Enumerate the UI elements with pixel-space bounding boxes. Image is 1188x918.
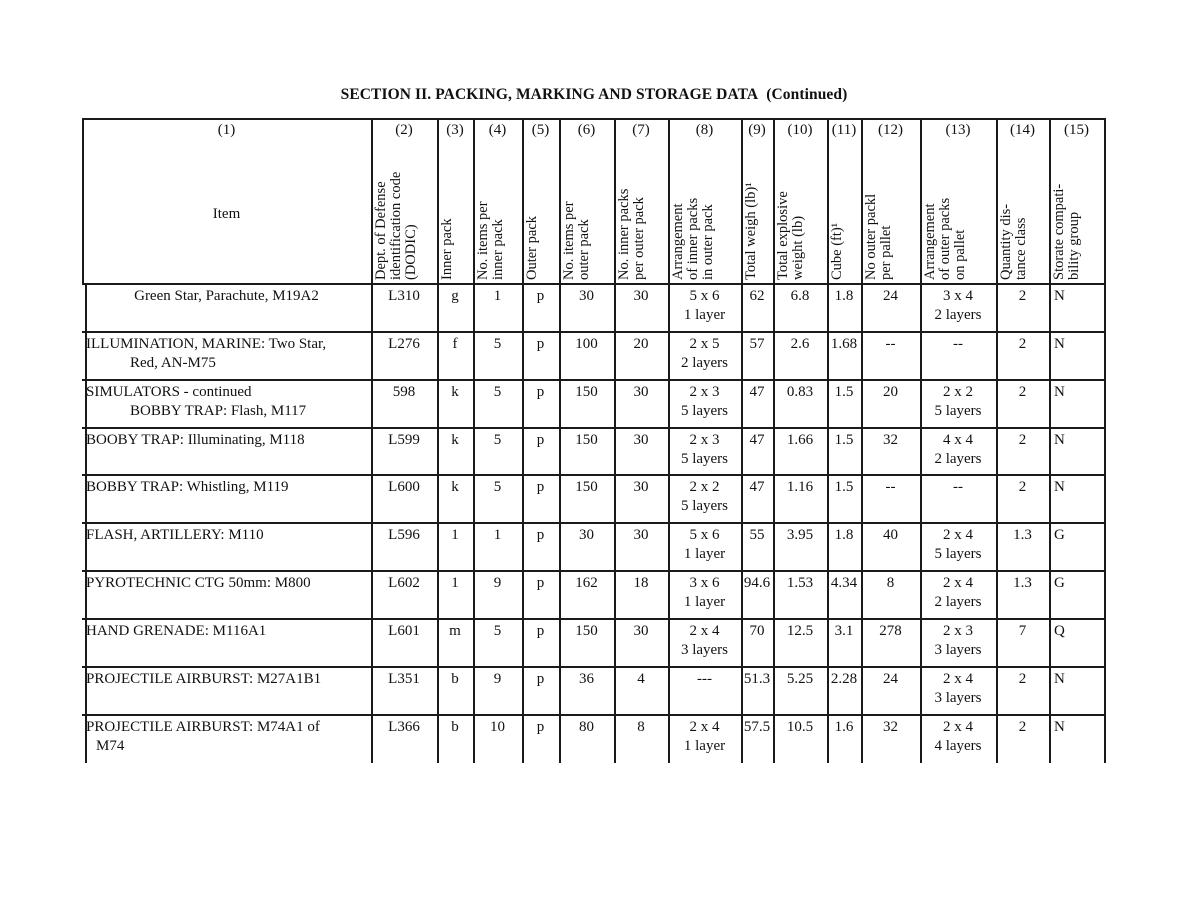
cell-items-inner: 5 — [493, 384, 502, 400]
column-number: (4) — [488, 122, 507, 138]
cell-dodic: 598 — [392, 384, 416, 400]
cell-compat-group: N — [1054, 719, 1065, 735]
cell-compat-group: N — [1054, 671, 1065, 687]
cell-arr-inner: 5 x 6 — [689, 527, 720, 543]
column-header-label: (DODIC) — [403, 224, 419, 280]
cell-items-outer: 150 — [575, 432, 598, 448]
item-name: FLASH, ARTILLERY: M110 — [86, 527, 264, 543]
cell-outer-pack: p — [536, 623, 545, 639]
cell-arr-inner: 1 layer — [683, 546, 726, 562]
cell-inner-pack: b — [451, 671, 459, 687]
cell-arr-inner: 5 layers — [680, 451, 729, 467]
cell-explosive-weight: 1.53 — [786, 575, 814, 591]
item-name: ILLUMINATION, MARINE: Two Star, — [86, 336, 327, 352]
column-header-label: Total weigh (lb)¹ — [743, 182, 759, 280]
item-name: BOBBY TRAP: Whistling, M119 — [86, 479, 289, 495]
item-name-continued: M74 — [96, 738, 125, 754]
cell-explosive-weight: 5.25 — [786, 671, 814, 687]
cell-inner-per-outer: 20 — [633, 336, 649, 352]
cell-items-outer: 150 — [575, 479, 598, 495]
cell-total-weight: 57.5 — [743, 719, 771, 735]
cell-qd-class: 2 — [1018, 719, 1027, 735]
cell-qd-class: 7 — [1018, 623, 1027, 639]
column-number: (7) — [632, 122, 650, 138]
cell-explosive-weight: 0.83 — [786, 384, 814, 400]
cell-explosive-weight: 6.8 — [790, 288, 810, 304]
cell-compat-group: N — [1054, 336, 1065, 352]
cell-arr-inner: 2 x 3 — [689, 384, 720, 400]
cell-dodic: L601 — [388, 623, 420, 639]
cell-compat-group: N — [1054, 384, 1065, 400]
column-number: (13) — [945, 122, 971, 138]
cell-arr-inner: 2 x 2 — [689, 479, 720, 495]
column-header-label: identification code — [388, 171, 404, 280]
cell-explosive-weight: 3.95 — [786, 527, 814, 543]
cell-inner-pack: m — [449, 623, 461, 639]
cell-items-inner: 5 — [493, 479, 502, 495]
column-header-label: No. inner packs — [616, 188, 632, 280]
column-header-item: Item — [212, 206, 241, 222]
cell-cube: 1.5 — [834, 384, 854, 400]
column-header-label: in outer pack — [700, 204, 716, 280]
cell-items-outer: 150 — [575, 384, 598, 400]
cell-qd-class: 2 — [1018, 336, 1027, 352]
cell-explosive-weight: 1.16 — [786, 479, 814, 495]
cell-compat-group: G — [1054, 575, 1065, 591]
cell-outer-per-pallet: 278 — [879, 623, 902, 639]
column-header-label: No. items per — [475, 201, 491, 280]
cell-inner-pack: 1 — [451, 575, 459, 591]
cell-arr-inner: 3 x 6 — [689, 575, 720, 591]
cell-total-weight: 51.3 — [743, 671, 771, 687]
cell-qd-class: 2 — [1018, 671, 1027, 687]
column-header-label: per pallet — [878, 225, 894, 280]
cell-dodic: L310 — [388, 288, 420, 304]
cell-arr-inner: 1 layer — [683, 594, 726, 610]
cell-items-outer: 100 — [575, 336, 598, 352]
cell-items-inner: 10 — [490, 719, 505, 735]
header-bottom-border — [82, 283, 1106, 285]
item-name: Green Star, Parachute, M19A2 — [134, 288, 319, 304]
cell-cube: 1.6 — [834, 719, 854, 735]
cell-items-outer: 30 — [579, 527, 594, 543]
cell-items-inner: 9 — [493, 575, 502, 591]
cell-cube: 1.8 — [834, 288, 854, 304]
cell-dodic: L599 — [388, 432, 420, 448]
column-header-label: tance class — [1013, 217, 1029, 280]
cell-arr-inner: 5 layers — [680, 498, 729, 514]
cell-outer-per-pallet: 8 — [886, 575, 895, 591]
cell-arr-outer: 2 layers — [934, 594, 982, 610]
cell-outer-per-pallet: 20 — [883, 384, 898, 400]
cell-inner-per-outer: 8 — [637, 719, 645, 735]
table-left-border — [82, 118, 84, 285]
item-name: PYROTECHNIC CTG 50mm: M800 — [86, 575, 311, 591]
cell-inner-per-outer: 30 — [633, 623, 649, 639]
cell-explosive-weight: 1.66 — [786, 432, 814, 448]
cell-arr-outer: 2 layers — [934, 307, 982, 323]
column-number: (10) — [787, 122, 813, 138]
cell-cube: 1.68 — [830, 336, 858, 352]
column-number: (1) — [217, 122, 236, 138]
cell-arr-outer: 4 x 4 — [943, 432, 973, 448]
cell-inner-pack: k — [451, 432, 459, 448]
cell-dodic: L602 — [388, 575, 420, 591]
row-divider — [82, 379, 1106, 381]
cell-total-weight: 47 — [749, 479, 765, 495]
cell-outer-pack: p — [536, 479, 545, 495]
cell-inner-per-outer: 18 — [633, 575, 649, 591]
column-header-label: Storate compati- — [1051, 183, 1067, 280]
cell-qd-class: 2 — [1018, 288, 1027, 304]
column-header-label: Arrangement — [922, 203, 938, 280]
cell-outer-per-pallet: -- — [885, 479, 896, 495]
cell-arr-outer: -- — [953, 479, 963, 495]
column-header-label: No outer packl — [863, 193, 879, 280]
cell-arr-outer: 5 layers — [934, 403, 982, 419]
cell-arr-inner: 2 x 5 — [689, 336, 720, 352]
item-column-left-edge — [85, 283, 87, 763]
cell-total-weight: 70 — [749, 623, 765, 639]
column-number: (14) — [1010, 122, 1035, 138]
cell-items-outer: 36 — [579, 671, 594, 687]
column-header-label: per outer pack — [631, 197, 647, 280]
column-header-label: Cube (ft)¹ — [829, 222, 845, 280]
cell-arr-inner: 2 x 4 — [689, 719, 720, 735]
cell-inner-pack: k — [451, 479, 459, 495]
cell-arr-inner: 2 x 3 — [689, 432, 720, 448]
cell-inner-pack: f — [452, 336, 458, 352]
cell-outer-pack: p — [536, 575, 545, 591]
cell-items-outer: 30 — [579, 288, 594, 304]
cell-outer-per-pallet: -- — [885, 336, 896, 352]
cell-total-weight: 62 — [749, 288, 765, 304]
cell-total-weight: 57 — [749, 336, 765, 352]
column-number: (9) — [748, 122, 766, 138]
item-name: PROJECTILE AIRBURST: M74A1 of — [86, 719, 320, 735]
cell-arr-outer: 2 x 2 — [943, 384, 973, 400]
row-divider — [82, 666, 1106, 668]
column-header-label: No. items per — [561, 201, 577, 280]
cell-outer-pack: p — [536, 719, 545, 735]
cell-outer-per-pallet: 24 — [883, 288, 898, 304]
column-header-label: Quantity dis- — [998, 203, 1014, 280]
cell-outer-per-pallet: 40 — [883, 527, 898, 543]
column-header-label: Arrangement — [670, 203, 686, 280]
cell-outer-pack: p — [536, 384, 545, 400]
column-number: (3) — [446, 122, 464, 138]
column-header-label: Outer pack — [524, 215, 540, 280]
column-number: (5) — [531, 122, 550, 138]
cell-arr-outer: 2 x 4 — [943, 719, 973, 735]
cell-inner-per-outer: 30 — [633, 479, 649, 495]
column-header-label: Inner pack — [439, 218, 455, 280]
cell-compat-group: Q — [1054, 623, 1065, 639]
column-header-label: on pallet — [952, 229, 968, 280]
cell-compat-group: N — [1054, 432, 1065, 448]
cell-arr-inner: 2 x 4 — [689, 623, 720, 639]
column-header-label: of outer packs — [937, 197, 953, 280]
cell-items-inner: 5 — [493, 623, 502, 639]
cell-compat-group: G — [1054, 527, 1065, 543]
column-number: (15) — [1064, 122, 1089, 138]
cell-items-outer: 150 — [575, 623, 598, 639]
cell-total-weight: 55 — [749, 527, 765, 543]
column-header-label: inner pack — [490, 219, 506, 280]
cell-dodic: L596 — [388, 527, 420, 543]
cell-arr-outer: 2 x 4 — [943, 671, 973, 687]
column-header-label: Dept. of Defense — [373, 181, 389, 280]
column-number: (8) — [695, 122, 714, 138]
cell-outer-pack: p — [536, 432, 545, 448]
cell-outer-pack: p — [536, 671, 545, 687]
cell-arr-outer: 2 layers — [934, 451, 982, 467]
cell-qd-class: 1.3 — [1013, 527, 1032, 543]
column-number: (11) — [831, 122, 857, 138]
column-header-label: Total explosive — [775, 191, 791, 280]
cell-outer-per-pallet: 24 — [883, 671, 898, 687]
cell-items-outer: 162 — [575, 575, 598, 591]
cell-arr-outer: 2 x 4 — [943, 527, 973, 543]
cell-cube: 1.5 — [834, 432, 854, 448]
cell-qd-class: 2 — [1018, 479, 1027, 495]
item-name-continued: BOBBY TRAP: Flash, M117 — [130, 403, 307, 419]
cell-dodic: L600 — [388, 479, 420, 495]
cell-inner-pack: g — [451, 288, 459, 304]
cell-compat-group: N — [1054, 288, 1065, 304]
cell-qd-class: 1.3 — [1013, 575, 1032, 591]
cell-arr-outer: 3 layers — [934, 642, 982, 658]
cell-arr-inner: --- — [697, 671, 712, 687]
column-header-label: bility group — [1066, 211, 1082, 280]
cell-cube: 2.28 — [830, 671, 858, 687]
cell-inner-per-outer: 30 — [633, 288, 649, 304]
cell-explosive-weight: 2.6 — [790, 336, 810, 352]
column-number: (6) — [577, 122, 596, 138]
cell-compat-group: N — [1054, 479, 1065, 495]
cell-dodic: L351 — [388, 671, 420, 687]
row-divider — [82, 570, 1106, 572]
cell-outer-pack: p — [536, 288, 545, 304]
cell-items-inner: 1 — [493, 288, 502, 304]
cell-arr-inner: 5 x 6 — [689, 288, 720, 304]
cell-arr-outer: 3 layers — [934, 690, 982, 706]
cell-cube: 4.34 — [830, 575, 858, 591]
cell-arr-inner: 3 layers — [680, 642, 729, 658]
cell-items-inner: 9 — [493, 671, 502, 687]
cell-qd-class: 2 — [1018, 384, 1027, 400]
cell-outer-pack: p — [536, 527, 545, 543]
cell-total-weight: 47 — [749, 432, 765, 448]
item-name: BOOBY TRAP: Illuminating, M118 — [86, 432, 305, 448]
column-header-label: outer pack — [576, 219, 592, 280]
cell-items-inner: 1 — [493, 527, 502, 543]
row-divider — [82, 331, 1106, 333]
row-divider — [82, 522, 1106, 524]
cell-items-outer: 80 — [579, 719, 594, 735]
table-top-border — [82, 118, 1104, 120]
column-header-label: of inner packs — [685, 197, 701, 280]
cell-outer-per-pallet: 32 — [883, 432, 898, 448]
cell-arr-inner: 1 layer — [683, 738, 726, 754]
row-divider — [82, 714, 1106, 716]
cell-arr-outer: 2 x 4 — [943, 575, 973, 591]
cell-inner-per-outer: 30 — [633, 432, 649, 448]
cell-arr-inner: 5 layers — [680, 403, 729, 419]
cell-items-inner: 5 — [493, 336, 502, 352]
cell-total-weight: 94.6 — [743, 575, 771, 591]
cell-inner-per-outer: 30 — [633, 384, 649, 400]
cell-inner-pack: 1 — [451, 527, 459, 543]
row-divider — [82, 427, 1106, 429]
cell-outer-pack: p — [536, 336, 545, 352]
item-name-continued: Red, AN-M75 — [130, 355, 216, 371]
cell-arr-inner: 2 layers — [680, 355, 729, 371]
cell-arr-inner: 1 layer — [683, 307, 726, 323]
item-name: SIMULATORS - continued — [86, 384, 252, 400]
cell-items-inner: 5 — [493, 432, 502, 448]
cell-dodic: L366 — [388, 719, 420, 735]
cell-dodic: L276 — [388, 336, 420, 352]
cell-inner-per-outer: 4 — [637, 671, 645, 687]
row-divider — [82, 474, 1106, 476]
title-main: SECTION II. PACKING, MARKING AND STORAGE DATA — [340, 86, 759, 103]
cell-cube: 1.5 — [834, 479, 854, 495]
cell-arr-outer: 2 x 3 — [943, 623, 973, 639]
item-name: HAND GRENADE: M116A1 — [86, 623, 267, 639]
cell-qd-class: 2 — [1018, 432, 1027, 448]
cell-arr-outer: 3 x 4 — [943, 288, 973, 304]
cell-outer-per-pallet: 32 — [883, 719, 898, 735]
cell-arr-outer: -- — [953, 336, 963, 352]
cell-inner-pack: k — [451, 384, 459, 400]
column-header-label: weight (lb) — [790, 215, 806, 280]
cell-explosive-weight: 12.5 — [786, 623, 814, 639]
cell-total-weight: 47 — [749, 384, 765, 400]
column-number: (12) — [878, 122, 903, 138]
cell-inner-pack: b — [451, 719, 459, 735]
cell-cube: 1.8 — [834, 527, 854, 543]
cell-inner-per-outer: 30 — [633, 527, 649, 543]
column-number: (2) — [395, 122, 413, 138]
cell-arr-outer: 4 layers — [934, 738, 982, 754]
cell-arr-outer: 5 layers — [934, 546, 982, 562]
cell-explosive-weight: 10.5 — [786, 719, 814, 735]
title-suffix: (Continued) — [766, 86, 848, 103]
cell-cube: 3.1 — [834, 623, 854, 639]
item-name: PROJECTILE AIRBURST: M27A1B1 — [86, 671, 322, 687]
row-divider — [82, 618, 1106, 620]
